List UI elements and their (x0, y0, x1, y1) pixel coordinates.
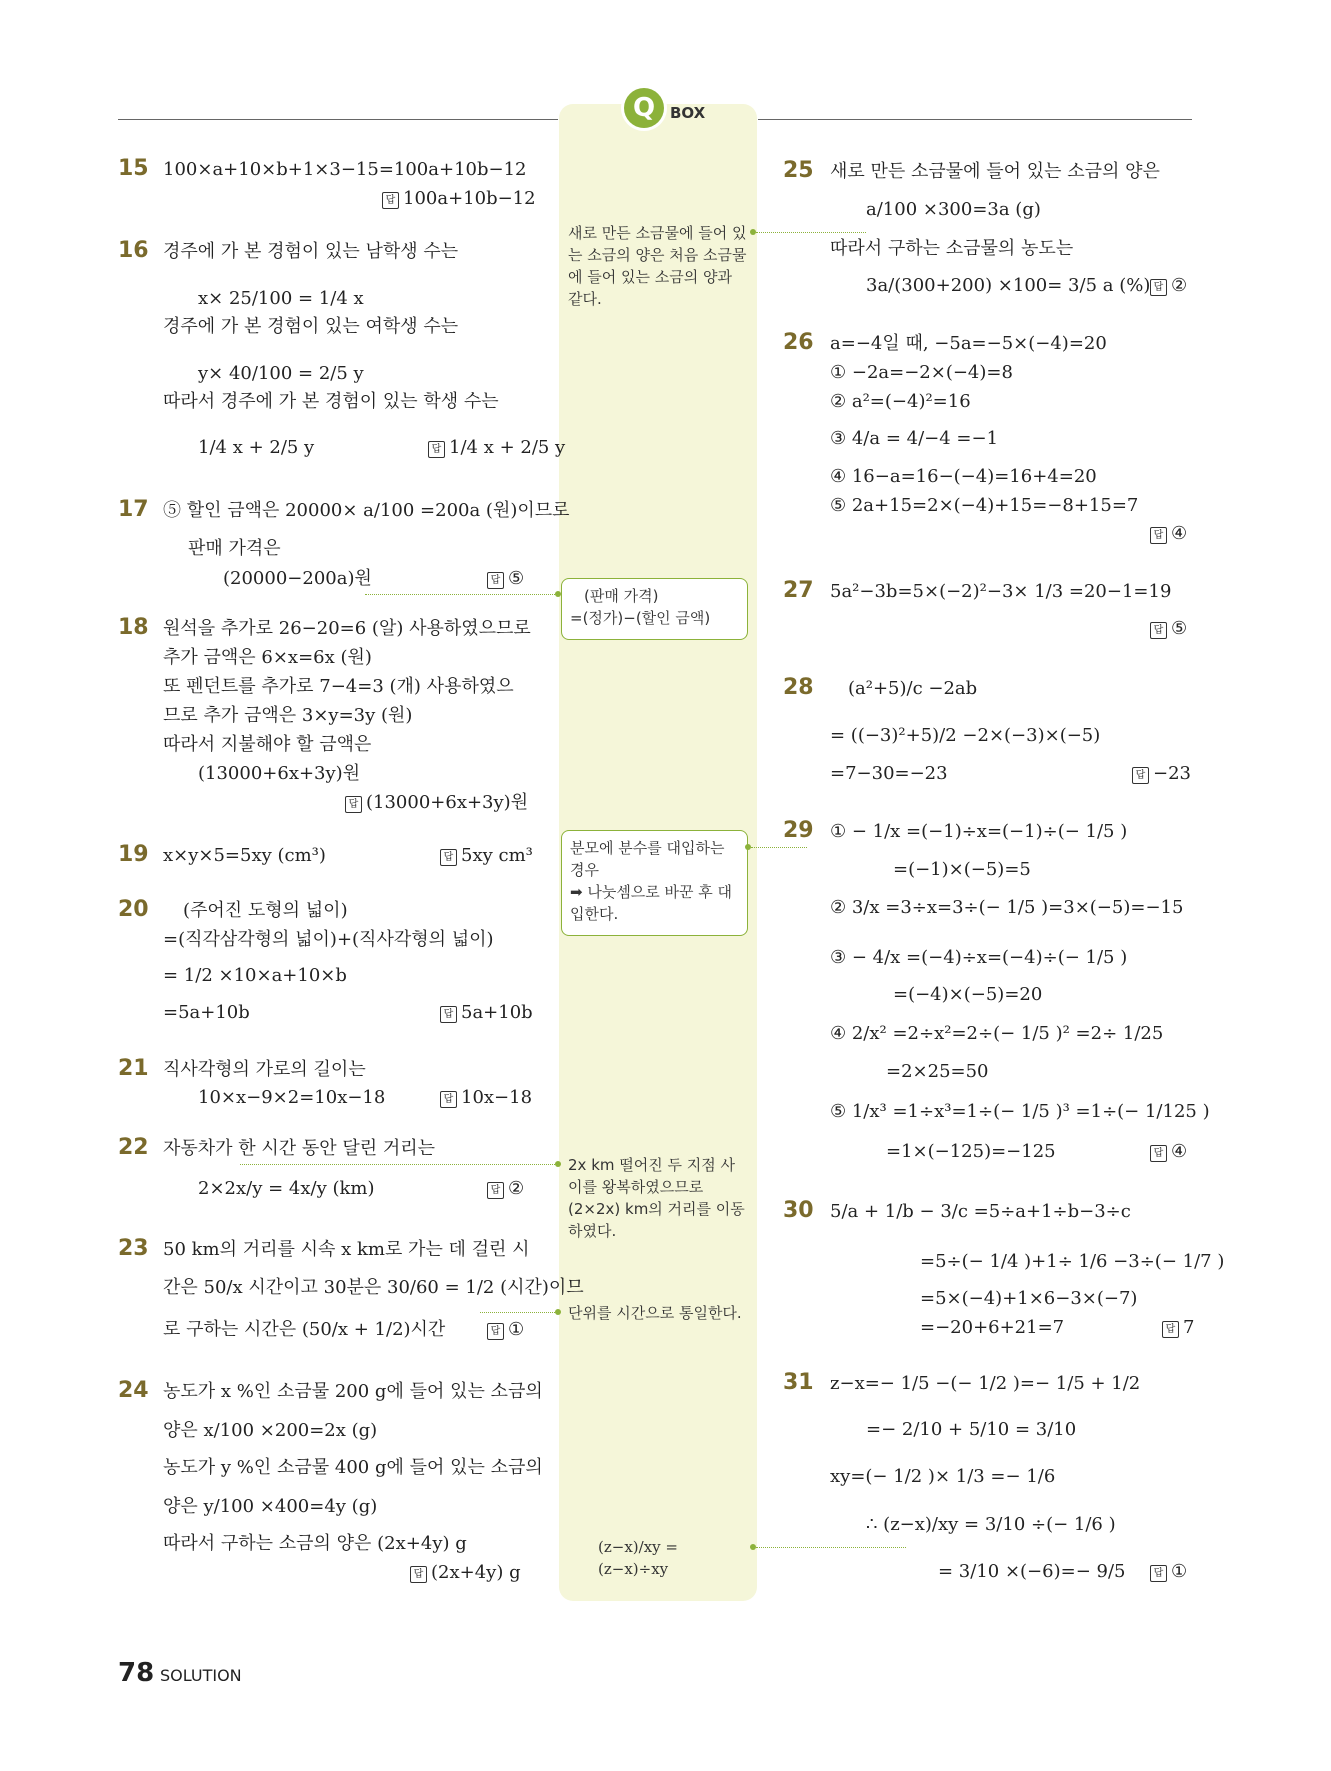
answer-mark-icon: 답 (487, 572, 504, 589)
q-note-line: =(정가)−(할인 금액) (570, 609, 711, 627)
answer-value: 7 (1183, 1317, 1195, 1338)
problem-number: 21 (118, 1056, 149, 1081)
problem-number: 28 (783, 675, 814, 700)
connector-dot (555, 591, 561, 597)
solution-line: =(직각삼각형의 넓이)+(직사각형의 넓이) (163, 929, 494, 950)
solution-line: (20000−200a)원 (223, 568, 372, 589)
answer (382, 187, 536, 211)
solution-line: =−20+6+21=7 (920, 1317, 1065, 1338)
answer-value: 100a+10b−12 (403, 188, 536, 209)
answer (345, 791, 528, 815)
solution-line: 따라서 구하는 소금의 양은 (2x+4y) g (163, 1533, 467, 1554)
q-note: 2x km 떨어진 두 지점 사이를 왕복하였으므로 (2×2x) km의 거리를 이동하였다. (568, 1156, 745, 1240)
problem-number: 18 (118, 615, 149, 640)
answer (1150, 274, 1187, 298)
answer-mark-icon: 답 (487, 1323, 504, 1340)
problem-number: 20 (118, 897, 149, 922)
solution-line: xy=(− 1/2 )× 1/3 =− 1/6 (830, 1466, 1056, 1487)
solution-line: y× 40/100 = 2/5 y (198, 363, 364, 384)
solution-line: 농도가 y %인 소금물 400 g에 들어 있는 소금의 (163, 1457, 543, 1478)
solution-line: =5÷(− 1/4 )+1÷ 1/6 −3÷(− 1/7 ) (920, 1251, 1225, 1272)
answer-mark-icon: 답 (1162, 1321, 1179, 1338)
answer-value: ① (1171, 1561, 1188, 1582)
header-rule-left (118, 119, 558, 120)
q-logo-icon: Q (624, 88, 664, 128)
connector-line (751, 847, 807, 848)
problem-number: 15 (118, 156, 149, 181)
solution-line: ① − 1/x =(−1)÷x=(−1)÷(− 1/5 ) (830, 821, 1128, 842)
q-note-line: 분모에 분수를 대입하는 경우 (570, 839, 725, 879)
problem-number: 23 (118, 1236, 149, 1261)
solution-line: = ((−3)²+5)/2 −2×(−3)×(−5) (830, 725, 1101, 746)
problem-number: 24 (118, 1378, 149, 1403)
q-note-box (561, 578, 748, 640)
problem-number: 19 (118, 842, 149, 867)
connector-line (756, 1547, 906, 1548)
solution-line: ④ 2/x² =2÷x²=2÷(− 1/5 )² =2÷ 1/25 (830, 1023, 1164, 1044)
answer (1150, 1140, 1187, 1164)
solution-line: 간은 50/x 시간이고 30분은 30/60 = 1/2 (시간)이므 (163, 1277, 584, 1298)
solution-line: ② 3/x =3÷x=3÷(− 1/5 )=3×(−5)=−15 (830, 897, 1184, 918)
answer (440, 1086, 532, 1110)
solution-line: =1×(−125)=−125 (886, 1141, 1056, 1162)
solution-line: 10×x−9×2=10x−18 (198, 1087, 386, 1108)
solution-line: =2×25=50 (886, 1061, 989, 1082)
answer-value: 1/4 x + 2/5 y (449, 437, 566, 458)
problem-number: 25 (783, 158, 814, 183)
answer-mark-icon: 답 (1150, 1565, 1167, 1582)
answer-value: 10x−18 (461, 1087, 533, 1108)
answer (410, 1561, 521, 1585)
solution-line: =− 2/10 + 5/10 = 3/10 (866, 1419, 1077, 1440)
solution-line: =7−30=−23 (830, 763, 948, 784)
header-rule-right (758, 119, 1192, 120)
answer-value: 5a+10b (461, 1002, 533, 1023)
answer-mark-icon: 답 (345, 796, 362, 813)
solution-line: 직사각형의 가로의 길이는 (163, 1059, 366, 1080)
answer (428, 436, 565, 460)
answer-value: 5xy cm³ (461, 845, 533, 866)
solution-line: 므로 추가 금액은 3×y=3y (원) (163, 705, 413, 726)
solution-line: ① −2a=−2×(−4)=8 (830, 362, 1013, 383)
solution-line: 5/a + 1/b − 3/c =5÷a+1÷b−3÷c (830, 1201, 1131, 1222)
solution-line: 또 펜던트를 추가로 7−4=3 (개) 사용하였으 (163, 676, 514, 697)
answer-mark-icon: 답 (410, 1566, 427, 1583)
problem-number: 17 (118, 497, 149, 522)
answer (487, 567, 524, 591)
solution-line: 원석을 추가로 26−20=6 (알) 사용하였으므로 (163, 618, 531, 639)
answer-value: −23 (1153, 763, 1191, 784)
answer-mark-icon: 답 (440, 849, 457, 866)
problem-number: 30 (783, 1198, 814, 1223)
solution-line: 경주에 가 본 경험이 있는 남학생 수는 (163, 241, 459, 262)
solution-line: 따라서 지불해야 할 금액은 (163, 734, 372, 755)
solution-line: = 3/10 ×(−6)=− 9/5 (938, 1561, 1126, 1582)
solution-line: 추가 금액은 6×x=6x (원) (163, 647, 372, 668)
solution-line: a/100 ×300=3a (g) (866, 199, 1041, 220)
answer (1150, 1560, 1187, 1584)
solution-line: ⑤ 할인 금액은 20000× a/100 =200a (원)이므로 (163, 500, 570, 521)
answer-mark-icon: 답 (382, 192, 399, 209)
solution-line: 1/4 x + 2/5 y (198, 437, 315, 458)
q-box-label: BOX (670, 104, 706, 122)
answer-mark-icon: 답 (1150, 1145, 1167, 1162)
answer-value: ④ (1171, 523, 1188, 544)
answer-mark-icon: 답 (440, 1006, 457, 1023)
answer (1162, 1316, 1194, 1340)
solution-line: (13000+6x+3y)원 (198, 763, 361, 784)
solution-line: (주어진 도형의 넓이) (183, 900, 348, 921)
solution-line: 3a/(300+200) ×100= 3/5 a (%) (866, 275, 1151, 296)
answer-value: ④ (1171, 1141, 1188, 1162)
footer-label: SOLUTION (160, 1666, 242, 1685)
solution-line: =5×(−4)+1×6−3×(−7) (920, 1288, 1138, 1309)
answer-mark-icon: 답 (428, 441, 445, 458)
answer (1132, 762, 1191, 786)
problem-number: 16 (118, 238, 149, 263)
q-note-line: (판매 가격) (584, 587, 659, 605)
solution-line: z−x=− 1/5 −(− 1/2 )=− 1/5 + 1/2 (830, 1373, 1141, 1394)
solution-line: x× 25/100 = 1/4 x (198, 288, 364, 309)
solution-line: ③ 4/a = 4/−4 =−1 (830, 428, 999, 449)
solution-line: 50 km의 거리를 시속 x km로 가는 데 걸린 시 (163, 1239, 530, 1260)
connector-dot (555, 1161, 561, 1167)
connector-line (756, 232, 866, 233)
q-note: 새로 만든 소금물에 들어 있는 소금의 양은 처음 소금물에 들어 있는 소금의 양과 같다. (568, 224, 747, 308)
solution-line: ③ − 4/x =(−4)÷x=(−4)÷(− 1/5 ) (830, 947, 1128, 968)
answer (487, 1318, 524, 1342)
connector-line (240, 1164, 555, 1165)
solution-line: ② a²=(−4)²=16 (830, 391, 971, 412)
connector-line (365, 594, 555, 595)
problem-number: 26 (783, 330, 814, 355)
solution-line: 2×2x/y = 4x/y (km) (198, 1178, 375, 1199)
problem-number: 27 (783, 578, 814, 603)
connector-line (480, 1312, 555, 1313)
solution-line: 5a²−3b=5×(−2)²−3× 1/3 =20−1=19 (830, 581, 1172, 602)
answer-value: ② (1171, 275, 1188, 296)
solution-line: 따라서 경주에 가 본 경험이 있는 학생 수는 (163, 391, 499, 412)
answer-mark-icon: 답 (1150, 279, 1167, 296)
answer (1150, 617, 1187, 641)
answer-mark-icon: 답 (1132, 767, 1149, 784)
solution-line: ④ 16−a=16−(−4)=16+4=20 (830, 466, 1097, 487)
solution-line: 100×a+10×b+1×3−15=100a+10b−12 (163, 159, 527, 180)
solution-line: 따라서 구하는 소금물의 농도는 (830, 238, 1074, 259)
connector-dot (555, 1309, 561, 1315)
answer-value: (2x+4y) g (431, 1562, 521, 1583)
solution-line: x×y×5=5xy (cm³) (163, 845, 326, 866)
answer-value: (13000+6x+3y)원 (366, 792, 529, 813)
answer-mark-icon: 답 (440, 1091, 457, 1108)
solution-line: = 1/2 ×10×a+10×b (163, 965, 347, 986)
solution-line: ⑤ 1/x³ =1÷x³=1÷(− 1/5 )³ =1÷(− 1/125 ) (830, 1101, 1210, 1122)
problem-number: 22 (118, 1135, 149, 1160)
problem-number: 31 (783, 1370, 814, 1395)
answer-value: ② (508, 1178, 525, 1199)
q-note-box (561, 830, 748, 936)
solution-line: a=−4일 때, −5a=−5×(−4)=20 (830, 333, 1107, 354)
solution-line: 판매 가격은 (188, 538, 281, 559)
q-note-line: ➡ 나눗셈으로 바꾼 후 대입한다. (570, 883, 733, 923)
answer (1150, 522, 1187, 546)
solution-line: 로 구하는 시간은 (50/x + 1/2)시간 (163, 1319, 446, 1340)
answer (440, 844, 533, 868)
solution-line: 자동차가 한 시간 동안 달린 거리는 (163, 1138, 436, 1159)
q-note: 단위를 시간으로 통일한다. (568, 1304, 742, 1322)
answer (440, 1001, 533, 1025)
answer-value: ⑤ (508, 568, 525, 589)
answer-value: ⑤ (1171, 618, 1188, 639)
problem-number: 29 (783, 818, 814, 843)
solution-line: 경주에 가 본 경험이 있는 여학생 수는 (163, 316, 459, 337)
solution-line: =(−4)×(−5)=20 (893, 984, 1043, 1005)
solution-line: 양은 y/100 ×400=4y (g) (163, 1496, 378, 1517)
answer-mark-icon: 답 (1150, 527, 1167, 544)
solution-line: =(−1)×(−5)=5 (893, 859, 1031, 880)
solution-line: 새로 만든 소금물에 들어 있는 소금의 양은 (830, 161, 1160, 182)
answer (487, 1177, 524, 1201)
q-note: (z−x)/xy =(z−x)÷xy (598, 1538, 678, 1578)
solution-line: ⑤ 2a+15=2×(−4)+15=−8+15=7 (830, 495, 1139, 516)
page-number: 78 (118, 1658, 155, 1688)
answer-mark-icon: 답 (487, 1182, 504, 1199)
solution-line: 양은 x/100 ×200=2x (g) (163, 1420, 378, 1441)
answer-mark-icon: 답 (1150, 622, 1167, 639)
solution-line: ∴ (z−x)/xy = 3/10 ÷(− 1/6 ) (866, 1514, 1116, 1535)
solution-line: (a²+5)/c −2ab (848, 678, 978, 699)
solution-line: =5a+10b (163, 1002, 250, 1023)
answer-value: ① (508, 1319, 525, 1340)
solution-line: 농도가 x %인 소금물 200 g에 들어 있는 소금의 (163, 1381, 543, 1402)
